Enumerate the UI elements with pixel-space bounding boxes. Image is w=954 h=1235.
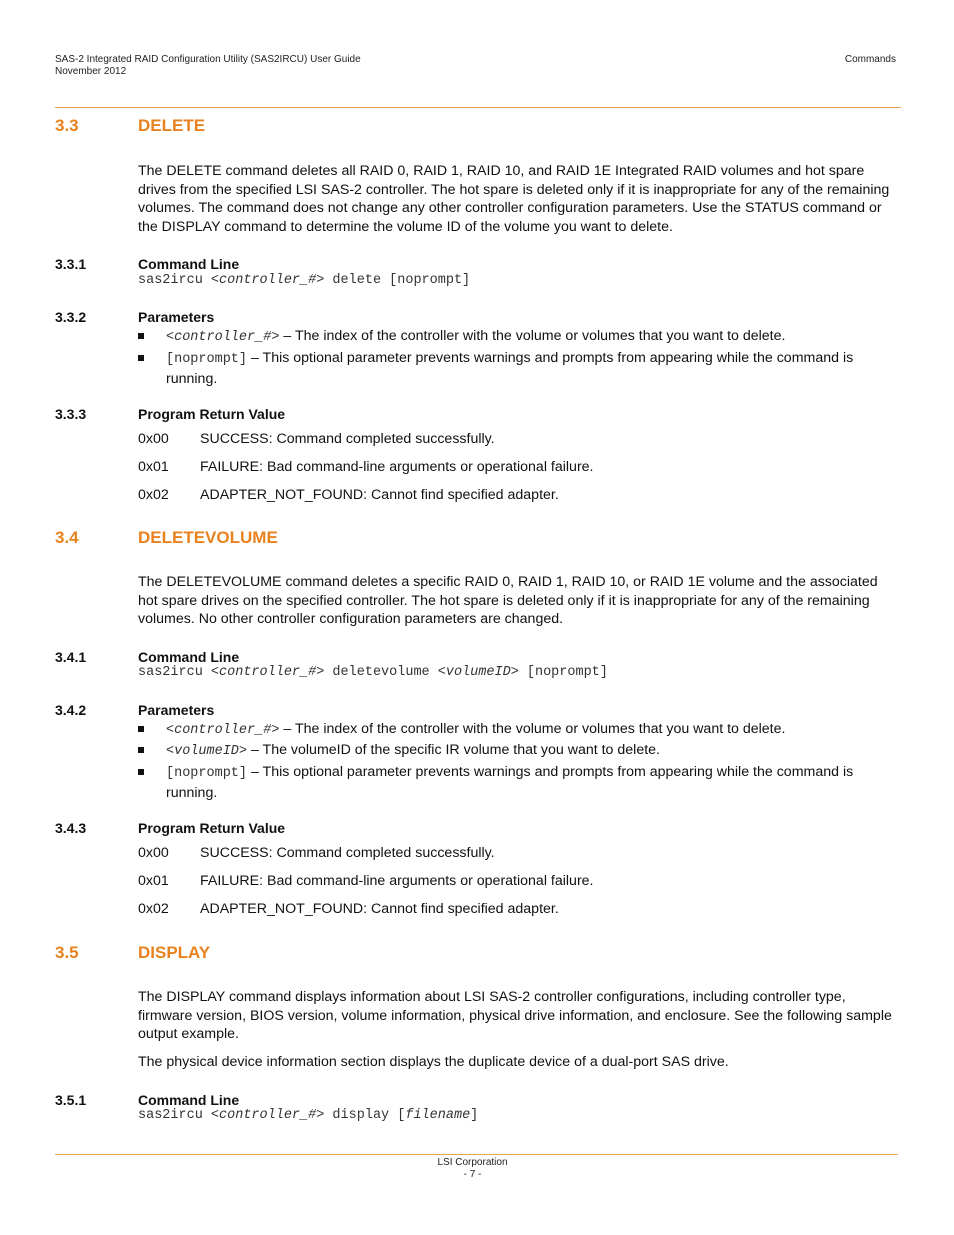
section-3-5-paragraph-2: The physical device information section displays the duplicate device of a dual-port SAS drive. — [138, 1054, 729, 1070]
cmd-arg-controller: controller_# — [219, 1108, 317, 1123]
section-number: 3.5 — [55, 943, 79, 962]
return-code: 0x02 — [138, 901, 169, 917]
subsection-title: Program Return Value — [138, 820, 286, 836]
param-text: – The index of the controller with the volume or volumes that you want to delete. — [279, 721, 786, 737]
subsection-title: Parameters — [138, 702, 215, 718]
subsection-number: 3.3.3 — [55, 406, 87, 422]
cmd-part: sas2ircu < — [138, 1108, 220, 1123]
section-3-3-paragraph: The DELETE command deletes all RAID 0, RAID 1, RAID 10, and RAID 1E Integrated RAID volumes and hot spare drives from the specified LSI SAS-2 controller. The hot spare is deleted only if it is inappropriate for any of the remaining volumes. The command does not change any other controller configuration parameters. Use the STATUS command or the DISPLAY command to determine the volume ID of the volume you want to delete. — [138, 163, 890, 236]
subsection-number: 3.4.1 — [55, 649, 87, 665]
cmd-part: sas2ircu < — [138, 665, 220, 680]
return-code: 0x00 — [138, 431, 169, 447]
bullet-icon — [138, 769, 144, 775]
return-desc: FAILURE: Bad command-line arguments or operational failure. — [200, 459, 594, 475]
page-number: - 7 - — [463, 1169, 482, 1180]
subsection-number: 3.4.3 — [55, 820, 87, 836]
return-code: 0x01 — [138, 873, 169, 889]
subsection-number: 3.5.1 — [55, 1092, 87, 1108]
param-text: – The volumeID of the specific IR volume that you want to delete. — [247, 742, 660, 758]
return-desc: ADAPTER_NOT_FOUND: Cannot find specified adapter. — [200, 901, 559, 917]
subsection-title: Parameters — [138, 309, 215, 325]
doc-date: November 2012 — [55, 66, 127, 77]
footer-rule — [55, 1154, 898, 1155]
bullet-icon — [138, 726, 144, 732]
command-line-display — [138, 1108, 478, 1124]
subsection-number: 3.4.2 — [55, 702, 87, 718]
subsection-title: Command Line — [138, 256, 240, 272]
param-text: – This optional parameter prevents warnings and prompts from appearing while the command is running. — [166, 350, 854, 387]
section-number: 3.3 — [55, 116, 79, 135]
param-code: <volumeID> — [166, 744, 248, 759]
param-text: – This optional parameter prevents warnings and prompts from appearing while the command is running. — [166, 764, 854, 801]
bullet-icon — [138, 747, 144, 753]
section-title: DISPLAY — [138, 943, 211, 962]
subsection-number: 3.3.2 — [55, 309, 87, 325]
bullet-icon — [138, 333, 144, 339]
subsection-number: 3.3.1 — [55, 256, 87, 272]
param-text: – The index of the controller with the volume or volumes that you want to delete. — [279, 328, 786, 344]
header-section: Commands — [844, 54, 896, 65]
subsection-title: Command Line — [138, 1092, 240, 1108]
return-desc: SUCCESS: Command completed successfully. — [200, 431, 495, 447]
cmd-part: sas2ircu < — [138, 273, 220, 288]
param-code: [noprompt] — [166, 352, 248, 367]
command-line-delete — [138, 273, 470, 289]
section-title: DELETE — [138, 116, 206, 135]
cmd-arg-controller: controller_# — [219, 665, 317, 680]
param-code: <controller_#> — [166, 330, 280, 345]
cmd-part: > deletevolume < — [316, 665, 446, 680]
doc-title: SAS-2 Integrated RAID Configuration Utility (SAS2IRCU) User Guide — [55, 54, 361, 65]
return-code: 0x02 — [138, 487, 169, 503]
return-desc: SUCCESS: Command completed successfully. — [200, 845, 495, 861]
footer-company: LSI Corporation — [437, 1157, 508, 1168]
cmd-arg-controller: controller_# — [219, 273, 317, 288]
cmd-part: > delete [noprompt] — [316, 273, 471, 288]
section-3-5-paragraph: The DISPLAY command displays information about LSI SAS-2 controller configurations, including controller type, firmware version, BIOS version, volume information, physical drive information, and enclosure. See the following sample output example. — [138, 989, 892, 1043]
return-code: 0x01 — [138, 459, 169, 475]
subsection-title: Program Return Value — [138, 406, 286, 422]
return-desc: ADAPTER_NOT_FOUND: Cannot find specified adapter. — [200, 487, 559, 503]
return-desc: FAILURE: Bad command-line arguments or operational failure. — [200, 873, 594, 889]
cmd-arg-filename: filename — [405, 1108, 471, 1123]
cmd-arg-volumeid: volumeID — [445, 665, 511, 680]
cmd-part: > display [ — [316, 1108, 406, 1123]
subsection-title: Command Line — [138, 649, 240, 665]
cmd-part: ] — [470, 1108, 479, 1123]
section-3-4-paragraph: The DELETEVOLUME command deletes a specific RAID 0, RAID 1, RAID 10, or RAID 1E volume and the associated hot spare drives on the specified controller. The hot spare is deleted only if it is inappropriate for any of the remaining volumes. No other controller configuration parameters are changed. — [138, 574, 878, 628]
cmd-part: > [noprompt] — [510, 665, 608, 680]
bullet-icon — [138, 355, 144, 361]
section-title: DELETEVOLUME — [138, 528, 278, 547]
header-rule — [55, 107, 901, 108]
command-line-deletevolume — [138, 665, 608, 681]
return-code: 0x00 — [138, 845, 169, 861]
section-number: 3.4 — [55, 528, 79, 547]
param-code: <controller_#> — [166, 723, 280, 738]
param-code: [noprompt] — [166, 766, 248, 781]
